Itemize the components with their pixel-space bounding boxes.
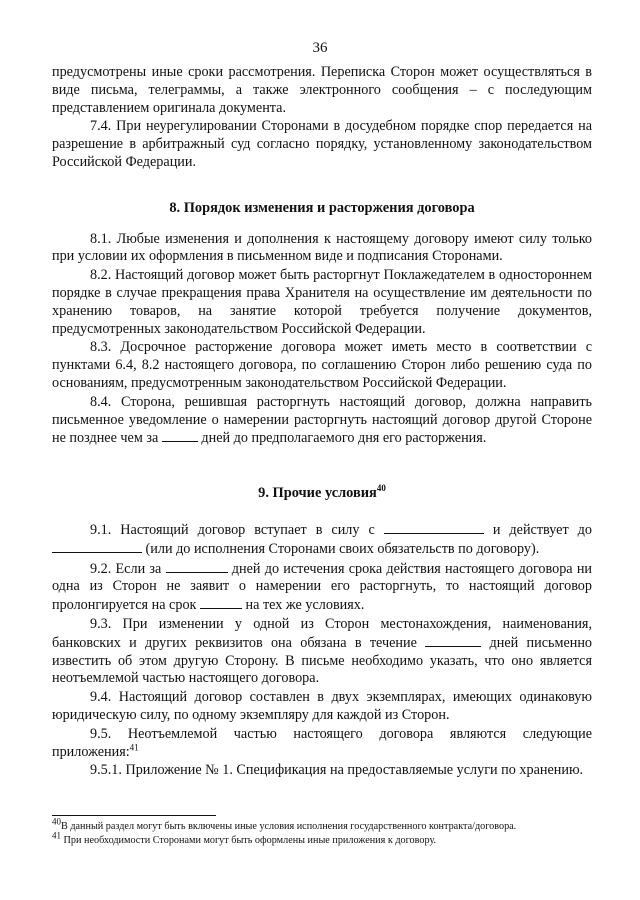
clause-9-2 [52, 560, 592, 615]
clause-9-3-text-b: дней письменно известить об этом другую Сторону. В письме необходимо указать, что оно является неотъемлемой частью настоящего договора. [52, 634, 593, 687]
clause-9-2-text-a: 9.2. Если за [90, 560, 162, 577]
clause-8-1: 8.1. Любые изменения и дополнения к настоящему договору имеют силу только при условии их оформления в письменном виде и подписания Сторонами. [52, 230, 592, 265]
footnote-text: При необходимости Сторонами могут быть оформлены иные приложения к договору. [61, 834, 437, 846]
blank-field [52, 540, 142, 553]
clause-8-2: 8.2. Настоящий договор может быть расторгнут Поклажедателем в одностороннем порядке в случае прекращения права Хранителя на осуществление им деятельности по хранению товаров, на занятие которой требуется получение документов, предусмотренных законодательством Российской Федерации. [52, 267, 592, 337]
section-9-heading-text: 9. Прочие условия [258, 485, 377, 502]
footnote-separator [52, 815, 216, 816]
page-number: 36 [312, 40, 328, 56]
clause-7-4: 7.4. При неурегулировании Сторонами в досудебном порядке спор передается на разрешение в арбитражный суд согласно порядку, установленному законодательством Российской Федерации. [52, 118, 592, 170]
clause-9-3 [52, 616, 592, 688]
footnote-41 [52, 830, 592, 848]
footnote-40 [52, 816, 592, 834]
clause-8-4-text-b: дней до предполагаемого дня его расторжения. [201, 430, 487, 447]
blank-field [162, 429, 198, 442]
clause-9-3-text-a: 9.3. При изменении у одной из Сторон местонахождения, наименования, банковских и других реквизитов она обязана в течение [52, 615, 592, 651]
clause-9-2-text-c: на тех же условиях. [245, 597, 365, 614]
document-body [52, 64, 592, 781]
clause-9-5 [52, 726, 592, 762]
blank-field [166, 560, 228, 573]
blank-field [425, 634, 481, 647]
clause-8-4 [52, 394, 592, 448]
clause-9-1-text-c: (или до исполнения Сторонами своих обязательств по договору). [145, 540, 540, 557]
clause-9-5-text: 9.5. Неотъемлемой частью настоящего договора являются следующие приложения: [52, 725, 592, 760]
footnote-ref-40: 40 [376, 483, 386, 494]
section-8-heading: 8. Порядок изменения и расторжения договора [169, 199, 475, 216]
clause-9-1-text-a: 9.1. Настоящий договор вступает в силу с [90, 521, 375, 538]
continuation-paragraph: предусмотрены иные сроки рассмотрения. Переписка Сторон может осуществляться в виде письма, телеграммы, а также электронного сообщения – с последующим представлением оригинала документа. [52, 64, 592, 116]
clause-9-5-1: 9.5.1. Приложение № 1. Спецификация на предоставляемые услуги по хранению. [90, 762, 584, 779]
clause-8-4-text-a: 8.4. Сторона, решившая расторгнуть настоящий договор, должна направить письменное уведомление о намерении расторгнуть настоящий договор другой Стороне не позднее чем за [52, 393, 592, 447]
footnote-text: В данный раздел могут быть включены иные условия исполнения государственного контракта/договора. [61, 821, 517, 832]
clause-9-2-text-b: дней до истечения срока действия настоящего договора ни одна из Сторон не заявит о намерении его расторгнуть, то настоящий договор пролонгируется на срок [52, 560, 593, 614]
blank-field [200, 596, 242, 609]
blank-field [384, 521, 484, 534]
clause-9-1-text-b: и действует до [492, 521, 592, 538]
clause-9-1 [52, 521, 592, 559]
footnotes [52, 816, 592, 847]
clause-8-3: 8.3. Досрочное расторжение договора может иметь место в соответствии с пунктами 6.4, 8.2 настоящего договора, по соглашению Сторон либо решению суда по основаниям, предусмотренным законодательством Российской Федерации. [52, 339, 592, 391]
footnote-mark: 41 [52, 830, 61, 841]
clause-9-4: 9.4. Настоящий договор составлен в двух экземплярах, имеющих одинаковую юридическую силу, по одному экземпляру для каждой из Сторон. [52, 689, 592, 723]
footnote-mark: 40 [52, 816, 61, 827]
section-9-heading [52, 485, 592, 503]
footnote-ref-41: 41 [129, 741, 139, 752]
